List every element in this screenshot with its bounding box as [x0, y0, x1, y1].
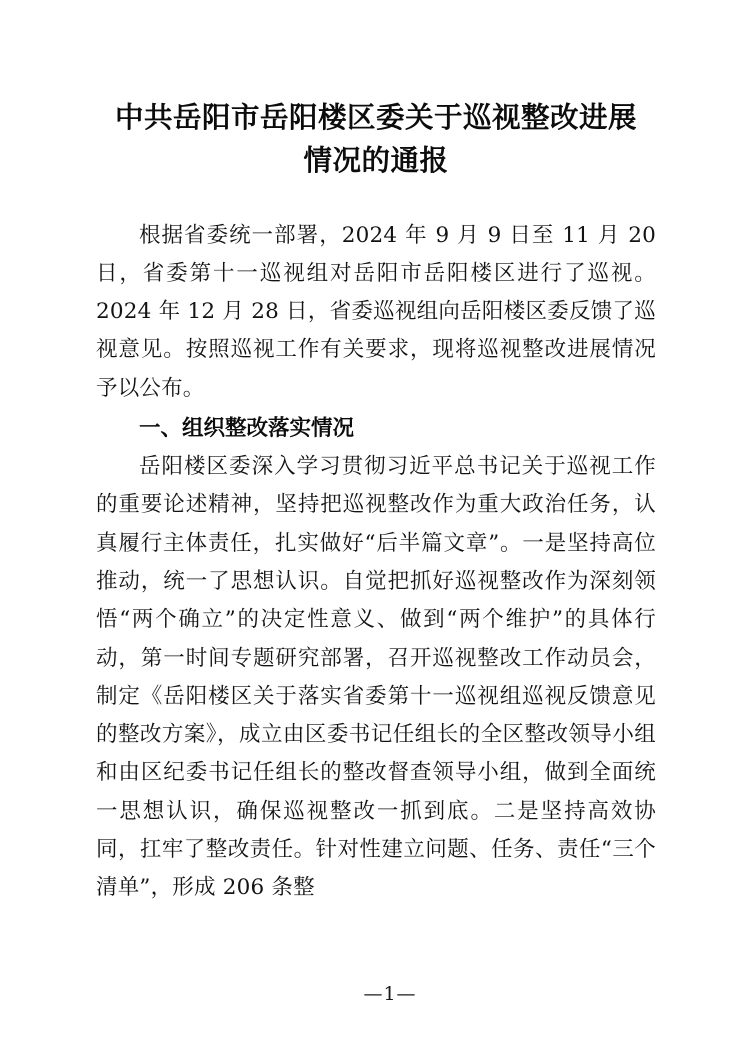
- page-title: 中共岳阳市岳阳楼区委关于巡视整改进展情况的通报: [114, 100, 637, 178]
- paragraph-section-1-body: 岳阳楼区委深入学习贯彻习近平总书记关于巡视工作的重要论述精神，坚持把巡视整改作为重大政治任务，认真履行主体责任，扎实做好“后半篇文章”。一是坚持高位推动，统一了思想认识。自觉把抓好巡视整改作为深刻领悟“两个确立”的决定性意义、做到“两个维护”的具体行动，第一时间专题研究部署，召开巡视整改工作动员会，制定《岳阳楼区关于落实省委第十一巡视组巡视反馈意见的整改方案》，成立由区委书记任组长的全区整改领导小组和由区纪委书记任组长的整改督查领导小组，做到全面统一思想认识，确保巡视整改一抓到底。二是坚持高效协同，扛牢了整改责任。针对性建立问题、任务、责任“三个清单”，形成 206 条整: [96, 454, 656, 901]
- section-heading-1: 一、组织整改落实情况: [139, 415, 355, 441]
- page-number: —1—: [363, 983, 417, 1005]
- page-footer: [0, 983, 750, 1005]
- document-body: [96, 96, 656, 909]
- paragraph-intro: 根据省委统一部署，2024 年 9 月 9 日至 11 月 20 日，省委第十一巡视组对岳阳市岳阳楼区进行了巡视。2024 年 12 月 28 日，省委巡视组向岳阳楼区委反馈了巡视意见。按照巡视工作有关要求，现将巡视整改进展情况予以公布。: [96, 222, 656, 401]
